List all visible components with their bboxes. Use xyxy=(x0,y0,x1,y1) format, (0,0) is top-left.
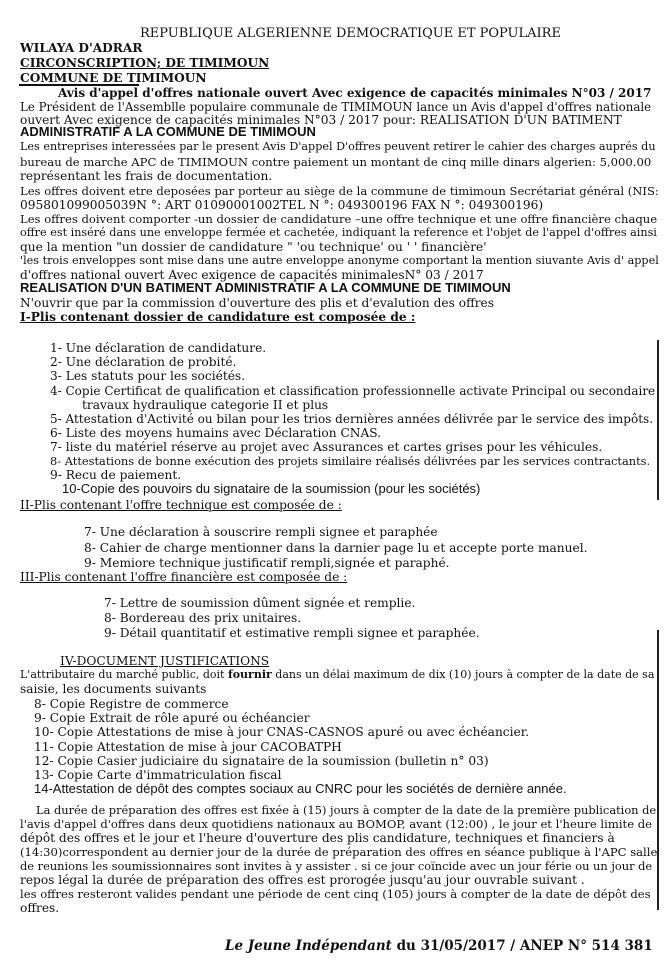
commune-heading: COMMUNE DE TIMIMOUN xyxy=(20,71,207,85)
intro-line: offre est inséré dans une enveloppe fermée et cachetée, indiquant la reference et l'objet de l'appel d'offres ainsi xyxy=(20,226,657,239)
section-2-heading: II-Plis contenant l'offre technique est composée de : xyxy=(20,498,342,512)
intro-line: Les offres doivent comporter -un dossier de candidature –une offre technique et une offre financière chaque xyxy=(20,212,658,226)
newspaper-name: Le Jeune Indépendant xyxy=(225,938,392,954)
closing-line: repos légal la durée de préparation des offres est prorogée jusqu'au jour ouvrable suivant . xyxy=(20,873,585,887)
list-item: 11- Copie Attestation de mise à jour CACOBATPH xyxy=(34,740,342,754)
list-item: 7- Une déclaration à souscrire rempli signee et paraphée xyxy=(84,525,438,539)
section-4-intro-line2: saisie, les documents suivants xyxy=(20,682,207,696)
intro-line: N'ouvrir que par la commission d'ouverture des plis et d'evalution des offres xyxy=(20,296,495,310)
list-item: 8- Cahier de charge mentionner dans la darnier page lu et accepte porte manuel. xyxy=(84,541,588,555)
closing-line: de reunions les soumissionnaires sont invites à y assister . si ce jour coïncide avec un jour férie ou un jour de xyxy=(20,859,653,873)
wilaya-heading: WILAYA D'ADRAR xyxy=(20,41,143,55)
intro-line: Le Président de l'Assemblle populaire communale de TIMIMOUN lance un Avis d'appel d'offres nationale xyxy=(20,100,652,114)
closing-line: offres. xyxy=(20,901,60,915)
intro-line: 095801099005039N °: ART 01090001002TEL N °: 049300196 FAX N °: 049300196) xyxy=(20,198,544,212)
intro-line: ouvert Avec exigence de capacités minimales N°03 / 2017 pour: REALISATION D'UN BATIMENT xyxy=(20,113,622,127)
list-item: 7- liste du matériel réserve au projet avec Assurances et cartes grises pour les véhicules. xyxy=(50,440,603,454)
border-mark xyxy=(657,340,659,500)
list-item: 1- Une déclaration de candidature. xyxy=(50,341,267,355)
intro-line: représentant les frais de documentation. xyxy=(20,169,273,183)
notice-title: Avis d'appel d'offres nationale ouvert Avec exigence de capacités minimales N°03 / 2017 xyxy=(58,86,652,100)
intro-line: d'offres national ouvert Avec exigence de capacités minimalesN° 03 / 2017 xyxy=(20,268,484,282)
intro-line: bureau de marche APC de TIMIMOUN contre paiement un montant de cinq mille dinars algerien: 5,000.00 xyxy=(20,155,652,169)
closing-line: La durée de préparation des offres est fixée à (15) jours à compter de la date de la première publication de xyxy=(36,803,657,817)
list-item: 4- Copie Certificat de qualification et classification professionnelle activate Principal ou secondaire xyxy=(50,384,656,398)
closing-line: les offres resteront valides pendant une période de cent cinq (105) jours à compter de la date de dépôt des xyxy=(20,887,651,901)
closing-line: l'avis d'appel d'offres dans deux quotidiens nationaux au BOMOP, avant (12:00) , le jour et l'heure limite de xyxy=(20,817,653,831)
intro-line: Les entreprises interessées par le present Avis D'appel D'offres peuvent retirer le cahier des charges auprés du xyxy=(20,140,656,153)
section-4-intro: L'attributaire du marché public, doit fournir dans un délai maximum de dix (10) jours à compter de la date de sa xyxy=(20,668,655,681)
list-item: 6- Liste des moyens humains avec Déclaration CNAS. xyxy=(50,426,382,440)
list-item: 9- Copie Extrait de rôle apuré ou échéancier xyxy=(34,711,310,725)
list-item: 10- Copie Attestations de mise à jour CNAS-CASNOS apuré ou avec échéancier. xyxy=(34,725,530,739)
intro-line: REALISATION D'UN BATIMENT ADMINISTRATIF A LA COMMUNE DE TIMIMOUN xyxy=(20,280,511,295)
publication-reference: du 31/05/2017 / ANEP N° 514 381 xyxy=(391,938,653,954)
intro-line: Les offres doivent etre deposées par porteur au siège de la commune de timimoun Secrétariat général (NIS: xyxy=(20,184,659,198)
list-item: 14-Attestation de dépôt des comptes sociaux au CNRC pour les sociétés de dernière année. xyxy=(34,781,567,796)
intro-line: que la mention "un dossier de candidature " 'ou technique' ou ' ' financière' xyxy=(20,240,487,254)
list-item: 13- Copie Carte d'immatriculation fiscal xyxy=(34,768,282,782)
section-4-heading: IV-DOCUMENT JUSTIFICATIONS xyxy=(60,654,270,668)
section-3-heading: III-Plis contenant l'offre financière est composée de : xyxy=(20,570,348,584)
list-item: 7- Lettre de soumission dûment signée et remplie. xyxy=(104,596,416,610)
list-item: 12- Copie Casier judiciaire du signataire de la soumission (bulletin n° 03) xyxy=(34,754,489,768)
list-item: 8- Bordereau des prix unitaires. xyxy=(104,611,302,625)
closing-line: (14:30)correspondent au dernier jour de la durée de préparation des offres en séance publique à l'APC salle xyxy=(20,845,658,859)
list-item: 3- Les statuts pour les sociétés. xyxy=(50,369,246,383)
list-item: 8- Copie Registre de commerce xyxy=(34,697,229,711)
intro-line: ADMINISTRATIF A LA COMMUNE DE TIMIMOUN xyxy=(20,124,316,139)
list-item: 9- Recu de paiement. xyxy=(50,468,182,482)
republic-header: REPUBLIQUE ALGERIENNE DEMOCRATIQUE ET POPULAIRE xyxy=(140,26,561,41)
list-item: 10-Copie des pouvoirs du signataire de la soumission (pour les sociétés) xyxy=(62,481,481,496)
list-item: 2- Une déclaration de probité. xyxy=(50,355,237,369)
publication-footer xyxy=(225,938,653,954)
list-item: 9- Détail quantitatif et estimative rempli signee et paraphée. xyxy=(104,626,480,640)
circonscription-heading: CIRCONSCRIPTION; DE TIMIMOUN xyxy=(20,56,270,70)
closing-line: dépôt des offres et le jour et l'heure d'ouverture des plis candidature, techniques et financiers à xyxy=(20,831,615,845)
section-1-heading: I-Plis contenant dossier de candidature est composée de : xyxy=(20,310,416,324)
list-item: 5- Attestation d'Activité ou bilan pour les trios dernières années délivrée par le service des impôts. xyxy=(50,412,654,426)
intro-line: 'les trois enveloppes sont mise dans une autre enveloppe anonyme comportant la mention siuvante Avis d' appel xyxy=(20,254,659,267)
border-mark xyxy=(657,630,659,910)
list-item: travaux hydraulique categorie II et plus xyxy=(82,398,329,412)
list-item: 9- Memiore technique justificatif rempli,signée et paraphé. xyxy=(84,556,450,570)
list-item: 8- Attestations de bonne exécution des projets similaire réalisés délivrées par les services contractants. xyxy=(50,454,651,468)
